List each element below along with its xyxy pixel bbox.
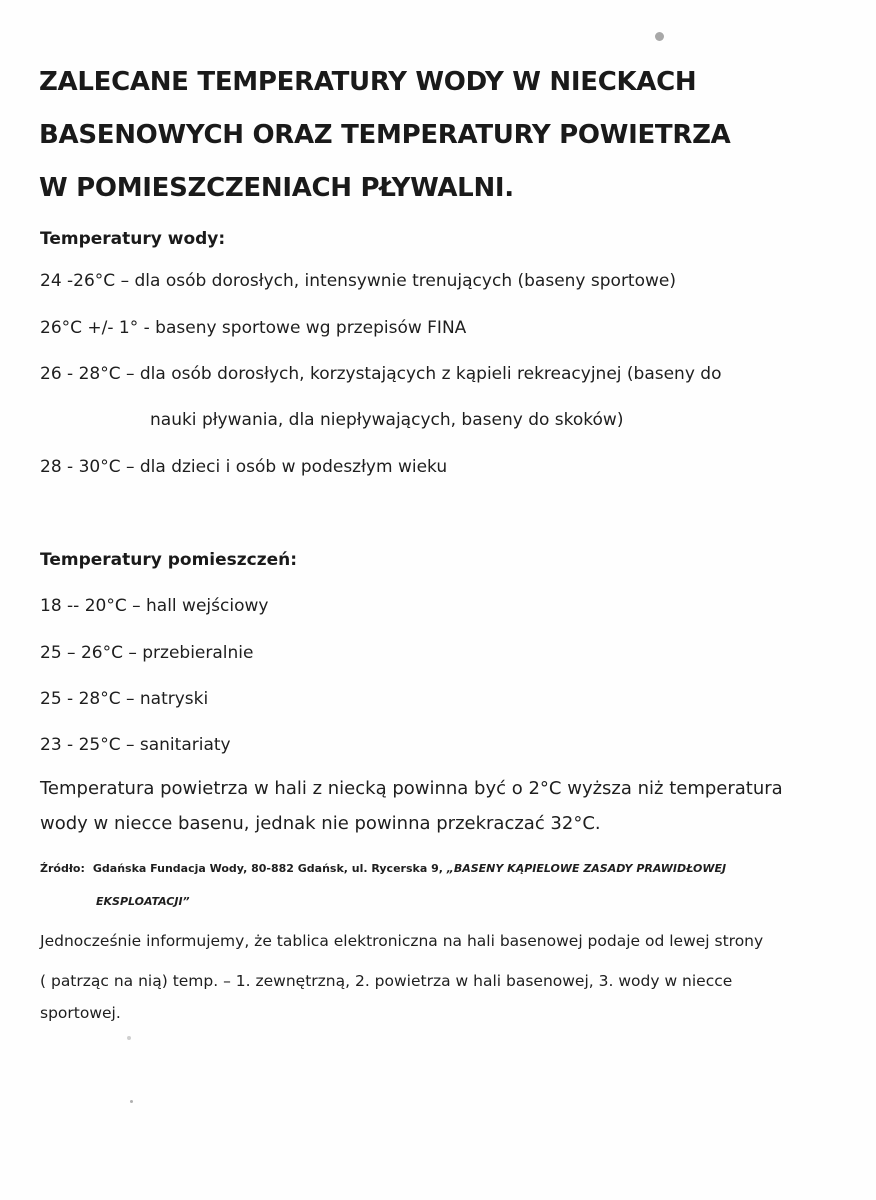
water-item-fina: 26°C +/- 1° - baseny sportowe wg przepisów FINA <box>40 318 467 338</box>
scan-speck <box>127 1036 131 1040</box>
source-organization: Gdańska Fundacja Wody, 80-882 Gdańsk, ul. Rycerska 9, <box>92 862 447 875</box>
page-title <box>39 56 839 215</box>
scan-speck <box>655 32 664 41</box>
water-item-adults-training: 24 -26°C – dla osób dorosłych, intensywnie trenujących (baseny sportowe) <box>40 271 676 291</box>
room-item-showers: 25 - 28°C – natryski <box>40 689 209 709</box>
room-item-changing-rooms: 25 – 26°C – przebieralnie <box>40 643 254 663</box>
source-publication: „BASENY KĄPIELOWE ZASADY PRAWIDŁOWEJ <box>446 862 727 875</box>
info-line-2: ( patrząc na nią) temp. – 1. zewnętrzną, 2. powietrza w hali basenowej, 3. wody w niecce <box>40 972 733 990</box>
water-temperatures-heading: Temperatury wody: <box>40 229 226 249</box>
air-note-line-1: Temperatura powietrza w hali z niecką powinna być o 2°C wyższa niż temperatura <box>40 778 783 799</box>
title-line-1: ZALECANE TEMPERATURY WODY W NIECKACH <box>39 67 697 97</box>
source-label: Źródło: <box>40 862 85 875</box>
room-item-sanitary: 23 - 25°C – sanitariaty <box>40 735 231 755</box>
info-line-3: sportowej. <box>40 1004 121 1022</box>
water-item-recreation: 26 - 28°C – dla osób dorosłych, korzystających z kąpieli rekreacyjnej (baseny do <box>40 364 722 384</box>
water-item-children-seniors: 28 - 30°C – dla dzieci i osób w podeszłym wieku <box>40 457 448 477</box>
info-line-1: Jednocześnie informujemy, że tablica elektroniczna na hali basenowej podaje od lewej strony <box>40 932 764 950</box>
scan-speck <box>130 1100 133 1103</box>
title-line-2: BASENOWYCH ORAZ TEMPERATURY POWIETRZA <box>39 120 731 150</box>
air-note-line-2: wody w niecce basenu, jednak nie powinna przekraczać 32°C. <box>40 813 601 834</box>
source-publication-continued: EKSPLOATACJI” <box>96 895 190 908</box>
room-temperatures-heading: Temperatury pomieszczeń: <box>40 550 298 570</box>
source-citation <box>40 862 726 875</box>
room-item-entrance-hall: 18 -- 20°C – hall wejściowy <box>40 596 269 616</box>
title-line-3: W POMIESZCZENIACH PŁYWALNI. <box>39 173 514 203</box>
water-item-recreation-continued: nauki pływania, dla niepływających, baseny do skoków) <box>150 410 624 430</box>
